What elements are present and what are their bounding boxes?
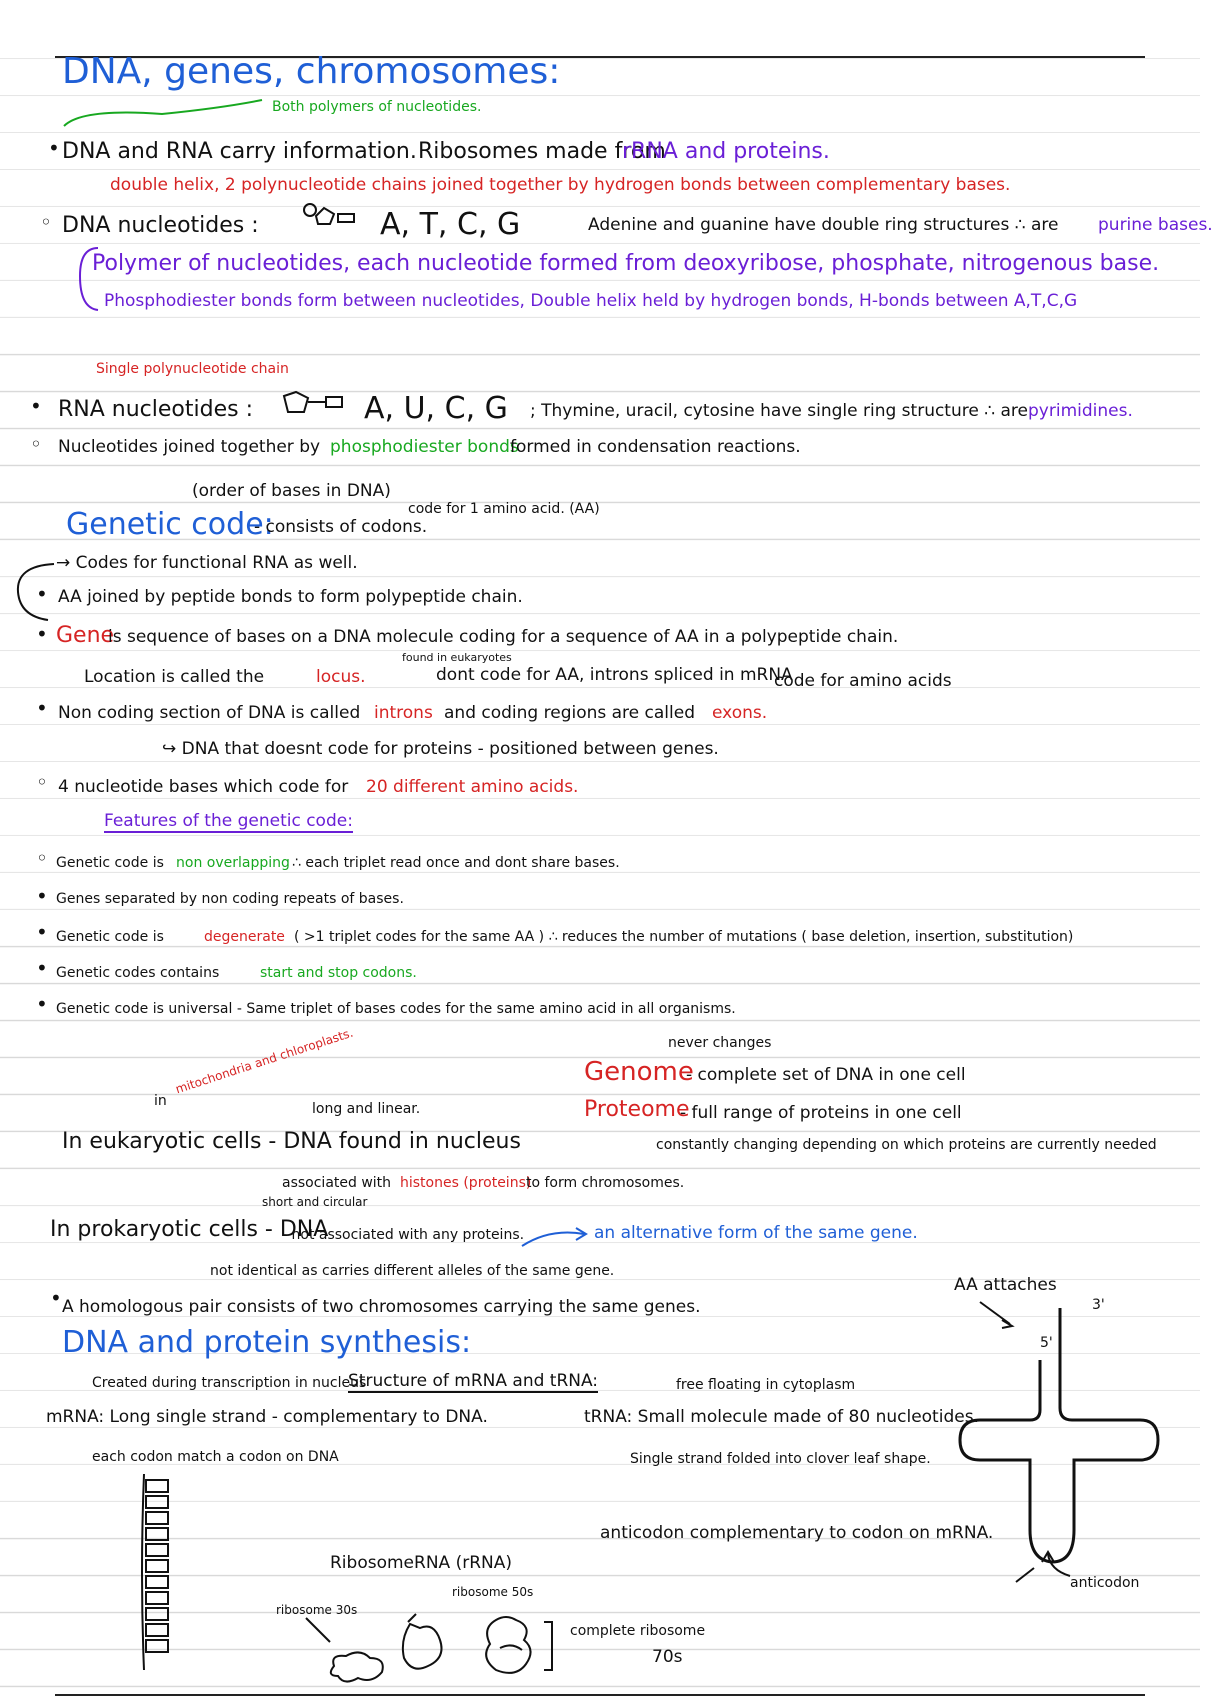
- bullet: •: [36, 992, 48, 1016]
- text-alternative-form: an alternative form of the same gene.: [594, 1223, 918, 1243]
- text-dna-nucleotides: DNA nucleotides :: [62, 213, 259, 238]
- bullet: •: [36, 696, 48, 720]
- note-double-helix: double helix, 2 polynucleotide chains joined together by hydrogen bonds between complementary bases.: [110, 175, 1011, 195]
- text-pyrimidines: pyrimidines.: [1028, 401, 1133, 421]
- text-f4: Genetic codes contains: [56, 965, 220, 981]
- text-prokaryotic: In prokaryotic cells - DNA: [50, 1217, 329, 1242]
- note-in: in: [154, 1093, 167, 1109]
- mrna-strand-diagram: [140, 1474, 180, 1674]
- anticodon-arrow: [1040, 1550, 1080, 1580]
- bullet: ◦: [36, 770, 48, 794]
- text-consists-codons: - consists of codons.: [254, 517, 428, 537]
- note-single-strand: Single strand folded into clover leaf shape.: [630, 1451, 931, 1467]
- label-complete-ribosome: complete ribosome: [570, 1623, 706, 1639]
- text-trna: tRNA: Small molecule made of 80 nucleotides.: [584, 1407, 979, 1427]
- text-associated: associated with: [282, 1175, 392, 1191]
- title-brace: [62, 98, 272, 132]
- allele-arrow: [520, 1226, 590, 1250]
- text-eukaryotic: In eukaryotic cells - DNA found in nucleus: [62, 1129, 521, 1154]
- text-four-bases: 4 nucleotide bases which code for: [58, 777, 349, 797]
- bullet: •: [36, 622, 48, 646]
- text-f1-rest: ∴ each triplet read once and dont share bases.: [292, 855, 620, 871]
- note-created-transcription: Created during transcription in nucleus: [92, 1375, 367, 1391]
- nucleotide-sketch-icon: [300, 202, 360, 230]
- bullet: ◦: [30, 432, 42, 456]
- bottom-rule: [55, 1694, 1145, 1696]
- text-rrna-proteins: rRNA and proteins.: [622, 139, 830, 164]
- rna-bases: A, U, C, G: [364, 391, 508, 426]
- text-noncoding: Non coding section of DNA is called: [58, 703, 361, 723]
- note-code-aa: code for 1 amino acid. (AA): [408, 501, 600, 517]
- bullet: ◦: [36, 846, 48, 870]
- text-twenty-aa: 20 different amino acids.: [366, 777, 579, 797]
- note-never-changes: never changes: [668, 1035, 772, 1051]
- text-homologous: A homologous pair consists of two chromosomes carrying the same genes.: [62, 1297, 701, 1317]
- text-coding-regions: and coding regions are called: [444, 703, 695, 723]
- note-code-amino-acids: code for amino acids: [774, 671, 952, 691]
- label-5-prime: 5': [1040, 1335, 1053, 1351]
- label-ribosome-rna: RibosomeRNA (rRNA): [330, 1553, 512, 1573]
- trna-cloverleaf-diagram: [960, 1297, 1160, 1590]
- text-genome-def: - complete set of DNA in one cell: [686, 1065, 966, 1085]
- text-condensation: formed in condensation reactions.: [510, 437, 801, 457]
- text-pyrimidine: ; Thymine, uracil, cytosine have single ring structure ∴ are: [530, 401, 1028, 421]
- text-anticodon-complementary: anticodon complementary to codon on mRNA.: [600, 1523, 994, 1543]
- label-aa-attaches: AA attaches: [954, 1275, 1057, 1295]
- title-note: Both polymers of nucleotides.: [272, 99, 482, 115]
- text-phosphodiester: Phosphodiester bonds form between nucleotides, Double helix held by hydrogen bonds, H-bonds between A,T,C,G: [104, 291, 1078, 311]
- ribosome-subunits-diagram: [300, 1614, 580, 1694]
- note-order-bases: (order of bases in DNA): [192, 481, 391, 501]
- text-not-associated: - not associated with any proteins.: [282, 1227, 525, 1243]
- text-aa-joined: AA joined by peptide bonds to form polypeptide chain.: [58, 587, 523, 607]
- text-genetic-code: Genetic code:: [66, 507, 274, 542]
- label-3-prime: 3': [1092, 1297, 1105, 1313]
- text-ribosomes: Ribosomes made from: [418, 139, 666, 164]
- heading-protein-synthesis: DNA and protein synthesis:: [62, 1325, 472, 1360]
- note-each-codon: each codon match a codon on DNA: [92, 1449, 339, 1465]
- text-nuc-joined: Nucleotides joined together by: [58, 437, 321, 457]
- page-title: DNA, genes, chromosomes:: [62, 51, 561, 92]
- text-chromosomes: to form chromosomes.: [526, 1175, 685, 1191]
- text-histones: histones (proteins): [400, 1175, 532, 1191]
- label-ribosome-50s: ribosome 50s: [452, 1585, 534, 1599]
- text-proteome-def: - full range of proteins in one cell: [680, 1103, 962, 1123]
- text-f2: Genes separated by non coding repeats of bases.: [56, 891, 404, 907]
- text-phosphodiester-bonds: phosphodiester bonds: [330, 437, 519, 457]
- bullet: •: [50, 1286, 62, 1310]
- bullet: •: [36, 582, 48, 606]
- rna-nucleotide-sketch-icon: [278, 392, 348, 418]
- heading-features: Features of the genetic code:: [104, 811, 353, 831]
- text-dna-rna: DNA and RNA carry information.: [62, 139, 417, 164]
- text-gene-def: is sequence of bases on a DNA molecule coding for a sequence of AA in a polypeptide chain.: [108, 627, 899, 647]
- text-f3: Genetic code is: [56, 929, 164, 945]
- note-not-identical: not identical as carries different alleles of the same gene.: [210, 1263, 615, 1279]
- text-f3-rest: ( >1 triplet codes for the same AA ) ∴ reduces the number of mutations ( base deletion, insertion, substitution): [294, 929, 1074, 945]
- label-70s: 70s: [652, 1647, 683, 1667]
- label-anticodon: anticodon: [1070, 1575, 1140, 1591]
- text-degenerate: degenerate: [204, 929, 285, 945]
- note-single-chain: Single polynucleotide chain: [96, 361, 289, 377]
- note-long-linear: long and linear.: [312, 1101, 421, 1117]
- note-dont-code: dont code for AA, introns spliced in mRNA: [436, 665, 793, 685]
- heading-structure: Structure of mRNA and tRNA:: [348, 1371, 599, 1391]
- bullet: •: [36, 920, 48, 944]
- label-ribosome-30s: ribosome 30s: [276, 1603, 358, 1617]
- text-purine-bases: purine bases.: [1098, 215, 1213, 235]
- dna-bases: A, T, C, G: [380, 207, 521, 242]
- text-genome: Genome: [584, 1057, 694, 1087]
- bullet: •: [48, 136, 60, 160]
- text-locus: locus.: [316, 667, 366, 687]
- text-purine: Adenine and guanine have double ring structures ∴ are: [588, 215, 1059, 235]
- note-short-circular: short and circular: [262, 1195, 368, 1209]
- note-free-floating: free floating in cytoplasm: [676, 1377, 856, 1393]
- bullet: •: [36, 884, 48, 908]
- text-introns: introns: [374, 703, 433, 723]
- text-gene: Gene: [56, 623, 115, 648]
- text-polymer: Polymer of nucleotides, each nucleotide formed from deoxyribose, phosphate, nitrogenous base.: [92, 251, 1160, 276]
- bullet: •: [30, 394, 42, 418]
- text-codes-functional-rna: → Codes for functional RNA as well.: [56, 553, 358, 573]
- text-proteome: Proteome: [584, 1097, 690, 1122]
- text-rna-nucleotides: RNA nucleotides :: [58, 397, 253, 422]
- bullet: •: [36, 956, 48, 980]
- text-dna-notcode: ↪ DNA that doesnt code for proteins - positioned between genes.: [162, 739, 719, 759]
- text-exons: exons.: [712, 703, 768, 723]
- text-mrna: mRNA: Long single strand - complementary to DNA.: [46, 1407, 488, 1427]
- text-f5: Genetic code is universal - Same triplet of bases codes for the same amino acid in all organisms.: [56, 1001, 736, 1017]
- text-f1: Genetic code is: [56, 855, 164, 871]
- text-non-overlapping: non overlapping: [176, 855, 290, 871]
- text-start-stop: start and stop codons.: [260, 965, 417, 981]
- note-found-eukaryotes: found in eukaryotes: [402, 651, 512, 664]
- note-constantly-changing: constantly changing depending on which proteins are currently needed: [656, 1137, 1157, 1153]
- note-mitochondria: mitochondria and chloroplasts.: [173, 1025, 355, 1097]
- text-location: Location is called the: [84, 667, 265, 687]
- bullet: ◦: [40, 210, 52, 234]
